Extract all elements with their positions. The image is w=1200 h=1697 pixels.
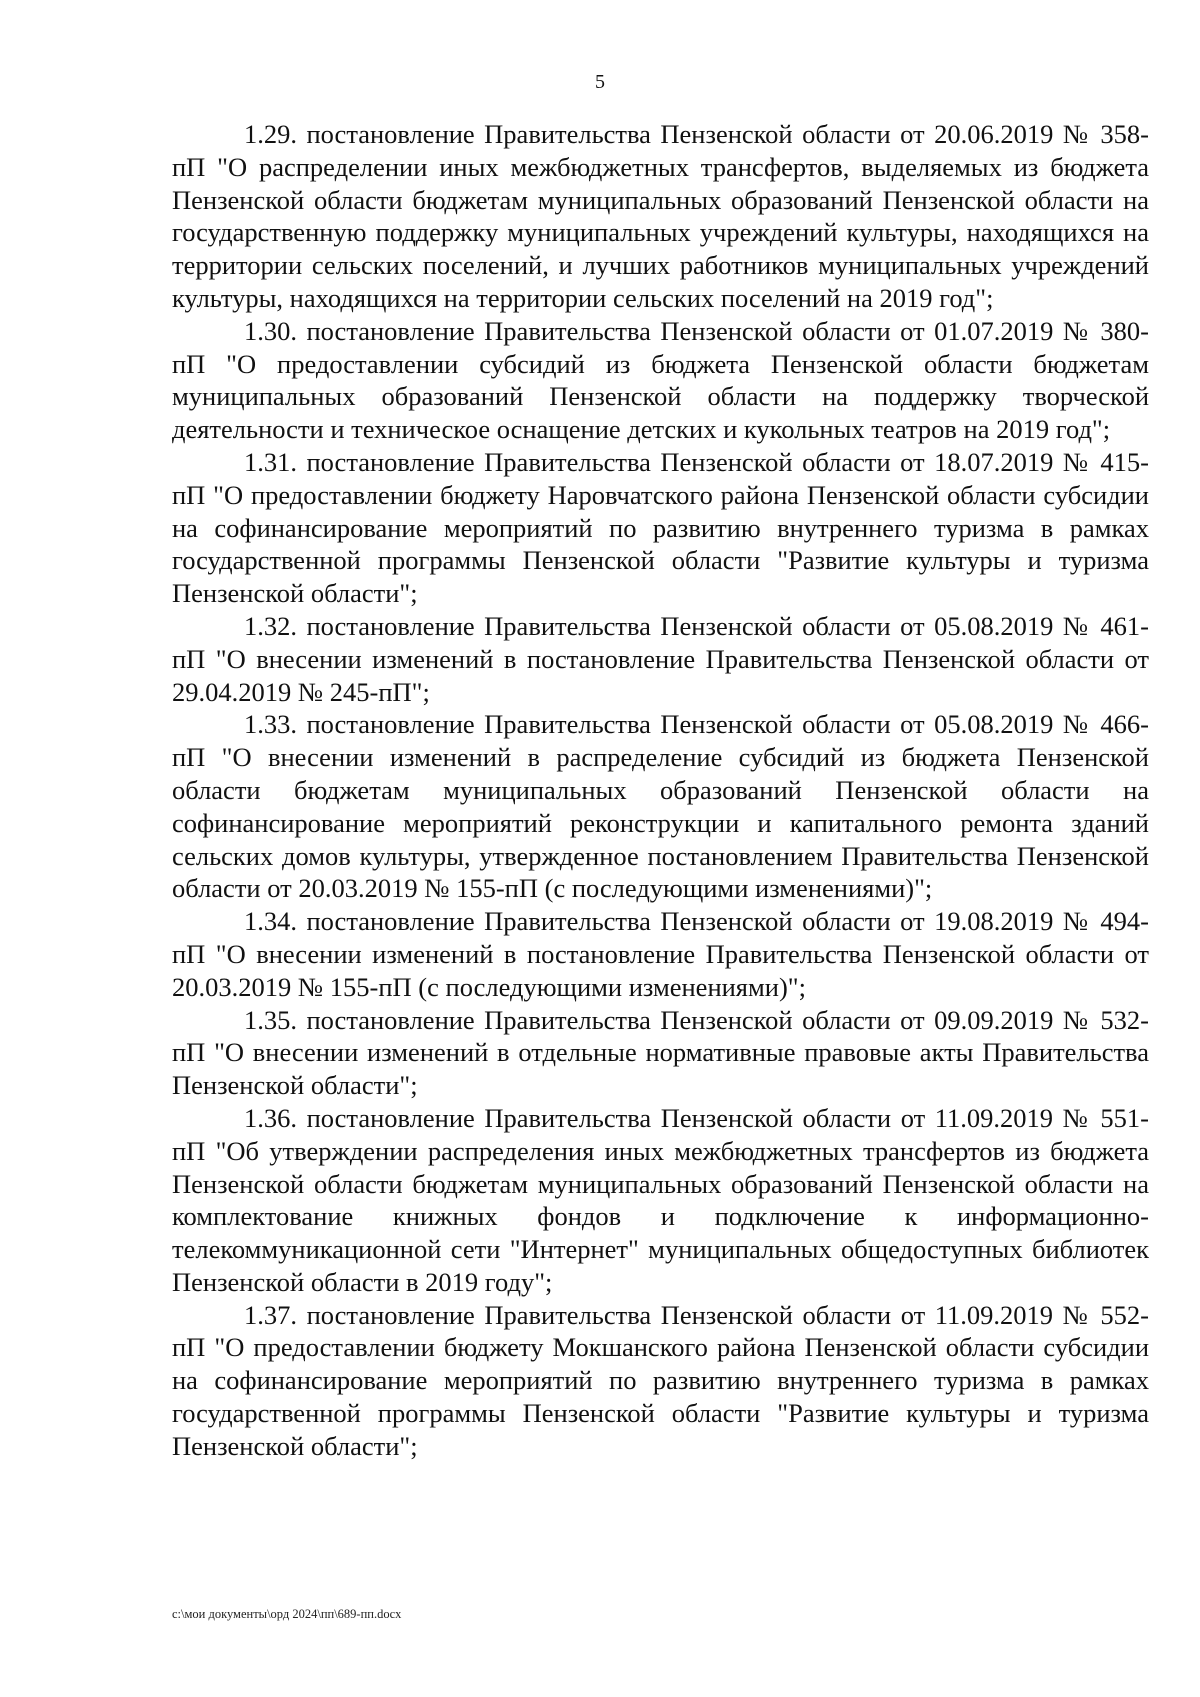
list-item-1-29: 1.29. постановление Правительства Пензенской области от 20.06.2019 № 358-пП "О распределении иных межбюджетных трансфертов, выделяемых из бюджета Пензенской области бюджетам муниципальных образований Пензенской области на государственную поддержку муниципальных учреждений культуры, находящихся на территории сельских поселений, и лучших работников муниципальных учреждений культуры, находящихся на территории сельских поселений на 2019 год"; (172, 119, 1149, 313)
list-item-1-32: 1.32. постановление Правительства Пензенской области от 05.08.2019 № 461-пП "О внесении изменений в постановление Правительства Пензенской области от 29.04.2019 № 245-пП"; (172, 610, 1149, 707)
list-item-1-34: 1.34. постановление Правительства Пензенской области от 19.08.2019 № 494-пП "О внесении изменений в постановление Правительства Пензенской области от 20.03.2019 № 155-пП (с последующими изменениями)"; (172, 906, 1149, 1002)
list-item-1-35: 1.35. постановление Правительства Пензенской области от 09.09.2019 № 532-пП "О внесении изменений в отдельные нормативные правовые акты Правительства Пензенской области"; (172, 1004, 1149, 1101)
file-path-footer: c:\мои документы\орд 2024\пп\689-пп.docx (172, 1607, 402, 1621)
list-item-1-30: 1.30. постановление Правительства Пензенской области от 01.07.2019 № 380-пП "О предоставлении субсидий из бюджета Пензенской области бюджетам муниципальных образований Пензенской области на поддержку творческой деятельности и техническое оснащение детских и кукольных театров на 2019 год"; (172, 315, 1149, 445)
list-item-1-33: 1.33. постановление Правительства Пензенской области от 05.08.2019 № 466-пП "О внесении изменений в распределение субсидий из бюджета Пензенской области бюджетам муниципальных образований Пензенской области на софинансирование мероприятий реконструкции и капитального ремонта зданий сельских домов культуры, утвержденное постановлением Правительства Пензенской области от 20.03.2019 № 155-пП (с последующими изменениями)"; (172, 709, 1149, 904)
list-item-1-36: 1.36. постановление Правительства Пензенской области от 11.09.2019 № 551-пП "Об утверждении распределения иных межбюджетных трансфертов из бюджета Пензенской области бюджетам муниципальных образований Пензенской области на комплектование книжных фондов и подключение к информационно-телекоммуникационной сети "Интернет" муниципальных общедоступных библиотек Пензенской области в 2019 году"; (172, 1102, 1149, 1297)
document-body (172, 118, 1149, 1463)
list-item-1-37: 1.37. постановление Правительства Пензенской области от 11.09.2019 № 552-пП "О предоставлении бюджету Мокшанского района Пензенской области субсидии на софинансирование мероприятий по развитию внутреннего туризма в рамках государственной программы Пензенской области "Развитие культуры и туризма Пензенской области"; (172, 1299, 1149, 1461)
list-item-1-31: 1.31. постановление Правительства Пензенской области от 18.07.2019 № 415-пП "О предоставлении бюджету Наровчатского района Пензенской области субсидии на софинансирование мероприятий по развитию внутреннего туризма в рамках государственной программы Пензенской области "Развитие культуры и туризма Пензенской области"; (172, 446, 1149, 609)
page-number: 5 (595, 71, 605, 93)
